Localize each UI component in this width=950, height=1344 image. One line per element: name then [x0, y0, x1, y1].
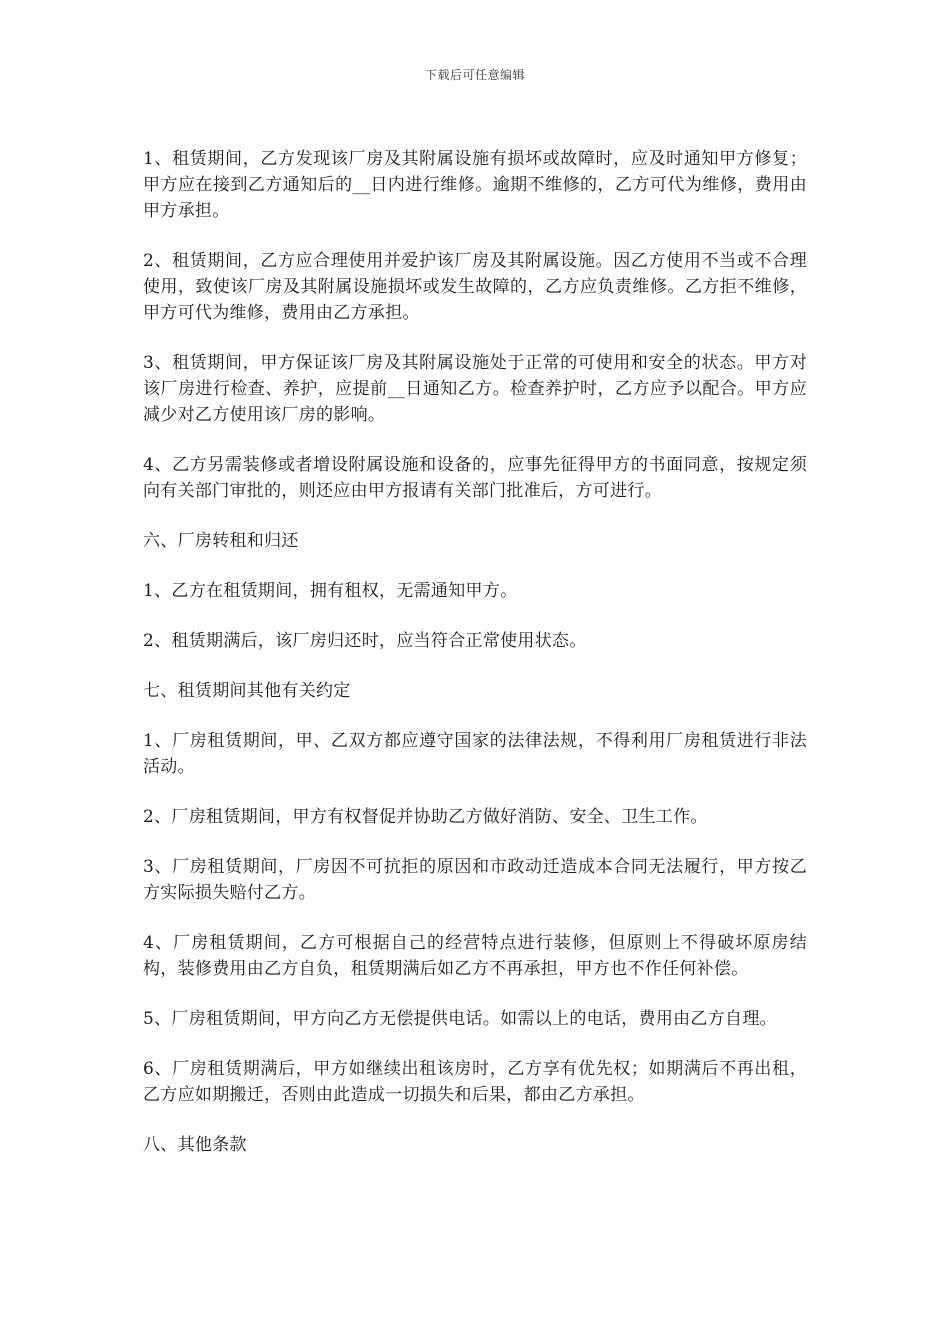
clause-force-majeure: 3、厂房租赁期间，厂房因不可抗拒的原因和市政动迁造成本合同无法履行，甲方按乙方实际损失赔付乙方。	[143, 857, 807, 903]
clause-repair-by-lessor: 1、租赁期间，乙方发现该厂房及其附属设施有损坏或故障时，应及时通知甲方修复；甲方应在接到乙方通知后的__日内进行维修。逾期不维修的，乙方可代为维修，费用由甲方承担。	[143, 149, 807, 221]
section-heading-other-agreements: 七、租赁期间其他有关约定	[143, 681, 351, 701]
clause-safety-maintenance: 3、租赁期间，甲方保证该厂房及其附属设施处于正常的可使用和安全的状态。甲方对该厂房进行检查、养护，应提前__日通知乙方。检查养护时，乙方应予以配合。甲方应减少对乙方使用该厂房的影响。	[143, 353, 807, 425]
clause-telephone: 5、厂房租赁期间，甲方向乙方无偿提供电话。如需以上的电话，费用由乙方自理。	[143, 1009, 777, 1029]
clause-return-condition: 2、租赁期满后，该厂房归还时，应当符合正常使用状态。	[143, 631, 587, 651]
clause-fire-safety: 2、厂房租赁期间，甲方有权督促并协助乙方做好消防、安全、卫生工作。	[143, 807, 708, 827]
document-body	[143, 146, 807, 1182]
section-heading-sublease: 六、厂房转租和归还	[143, 531, 299, 551]
clause-renovation-approval: 4、乙方另需装修或者增设附属设施和设备的，应事先征得甲方的书面同意，按规定须向有关部门审批的，则还应由甲方报请有关部门批准后，方可进行。	[143, 455, 807, 501]
header-note: 下载后可任意编辑	[424, 68, 525, 82]
clause-sublease-right: 1、乙方在租赁期间，拥有租权，无需通知甲方。	[143, 581, 518, 601]
clause-priority-renewal: 6、厂房租赁期满后，甲方如继续出租该房时，乙方享有优先权；如期满后不再出租，乙方应如期搬迁，否则由此造成一切损失和后果，都由乙方承担。	[143, 1059, 807, 1105]
clause-proper-use: 2、租赁期间，乙方应合理使用并爱护该厂房及其附属设施。因乙方使用不当或不合理使用，致使该厂房及其附属设施损坏或发生故障的，乙方应负责维修。乙方拒不维修，甲方可代为维修，费用由乙方承担。	[143, 251, 807, 323]
clause-legal-compliance: 1、厂房租赁期间，甲、乙双方都应遵守国家的法律法规，不得利用厂房租赁进行非法活动。	[143, 731, 807, 777]
section-heading-other-terms: 八、其他条款	[143, 1135, 247, 1155]
clause-decoration: 4、厂房租赁期间，乙方可根据自己的经营特点进行装修，但原则上不得破坏原房结构，装修费用由乙方自负，租赁期满后如乙方不再承担，甲方也不作任何补偿。	[143, 933, 807, 979]
